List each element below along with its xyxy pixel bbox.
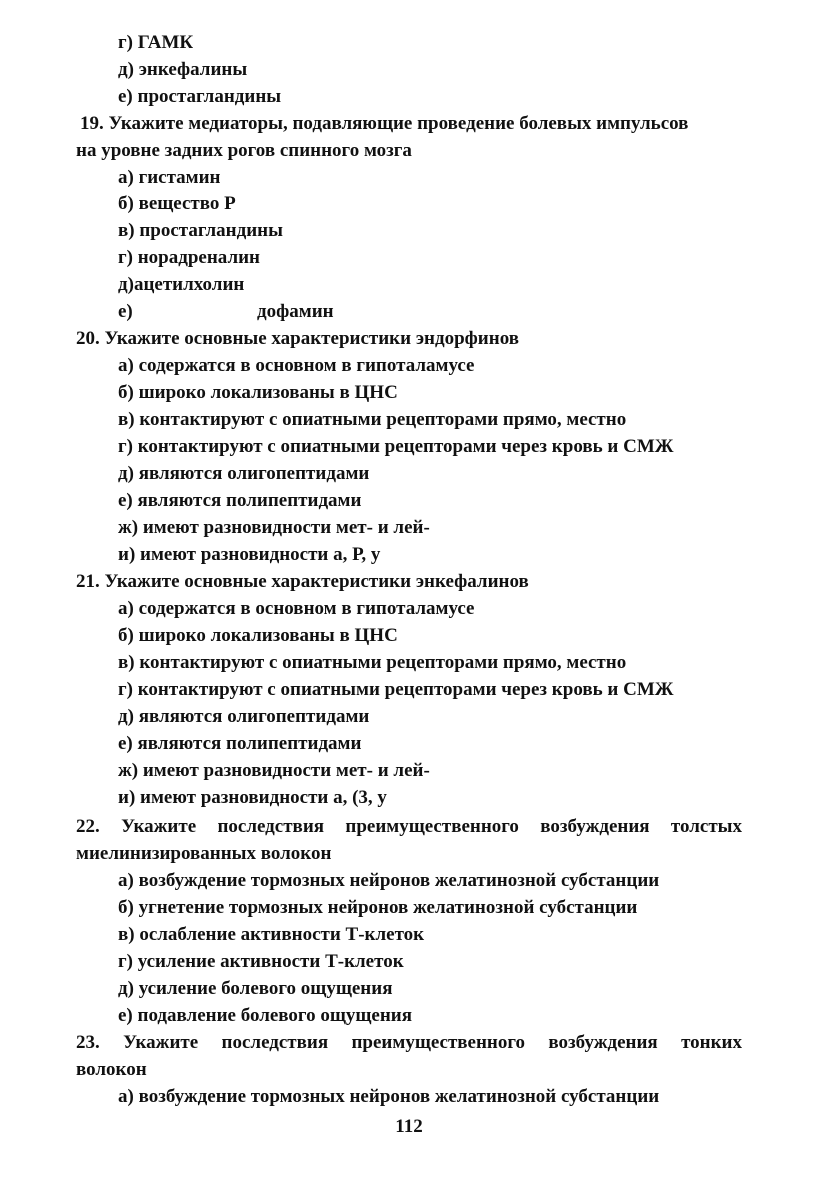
q22-option-g: г) усиление активности Т-клеток [118,951,404,972]
q23-option-a: а) возбуждение тормозных нейронов желатинозной субстанции [118,1086,660,1107]
q21-title: 21. Укажите основные характеристики энкефалинов [76,571,529,592]
q21-option-zh: ж) имеют разновидности мет- и лей- [118,760,430,781]
q18-option-e: е) простагландины [118,86,282,107]
q19-title-line1: 19. Укажите медиаторы, подавляющие проведение болевых импульсов [80,113,689,134]
q20-option-v: в) контактируют с опиатными рецепторами прямо, местно [118,409,627,430]
q22-option-e: е) подавление болевого ощущения [118,1005,413,1026]
q22-option-d: д) усиление болевого ощущения [118,978,393,999]
q20-option-zh: ж) имеют разновидности мет- и лей- [118,517,430,538]
q22-option-v: в) ослабление активности Т-клеток [118,924,425,945]
q21-option-e: е) являются полипептидами [118,733,362,754]
q20-option-a: а) содержатся в основном в гипоталамусе [118,355,475,376]
q18-option-d: д) энкефалины [118,59,248,80]
q19-option-a: а) гистамин [118,167,221,188]
q20-option-e: е) являются полипептидами [118,490,362,511]
q20-option-d: д) являются олигопептидами [118,463,370,484]
q19-option-v: в) простагландины [118,220,283,241]
q23-title-line1: 23. Укажите последствия преимущественного возбуждения тонких [76,1032,742,1053]
q20-title: 20. Укажите основные характеристики эндорфинов [76,328,519,349]
page-number: 112 [395,1116,423,1137]
q20-option-b: б) широко локализованы в ЦНС [118,382,398,403]
q19-option-g: г) норадреналин [118,247,260,268]
q18-option-g: г) ГАМК [118,32,194,53]
q19-option-e-letter: е) [118,301,133,322]
q21-option-g: г) контактируют с опиатными рецепторами через кровь и СМЖ [118,679,674,700]
q22-option-a: а) возбуждение тормозных нейронов желатинозной субстанции [118,870,660,891]
q21-option-d: д) являются олигопептидами [118,706,370,727]
q22-title-line1: 22. Укажите последствия преимущественного возбуждения толстых [76,816,742,837]
q21-option-v: в) контактируют с опиатными рецепторами прямо, местно [118,652,627,673]
q21-option-a: а) содержатся в основном в гипоталамусе [118,598,475,619]
q22-option-b: б) угнетение тормозных нейронов желатинозной субстанции [118,897,638,918]
q21-option-i: и) имеют разновидности а, (3, у [118,787,387,808]
q22-title-line2: миелинизированных волокон [76,843,332,864]
q19-option-d: д)ацетилхолин [118,274,245,295]
q23-title-line2: волокон [76,1059,147,1080]
q19-option-b: б) вещество Р [118,193,236,214]
q20-option-g: г) контактируют с опиатными рецепторами через кровь и СМЖ [118,436,674,457]
q21-option-b: б) широко локализованы в ЦНС [118,625,398,646]
q19-option-e-text: дофамин [257,301,334,322]
q20-option-i: и) имеют разновидности а, Р, у [118,544,381,565]
q19-title-line2: на уровне задних рогов спинного мозга [76,140,412,161]
